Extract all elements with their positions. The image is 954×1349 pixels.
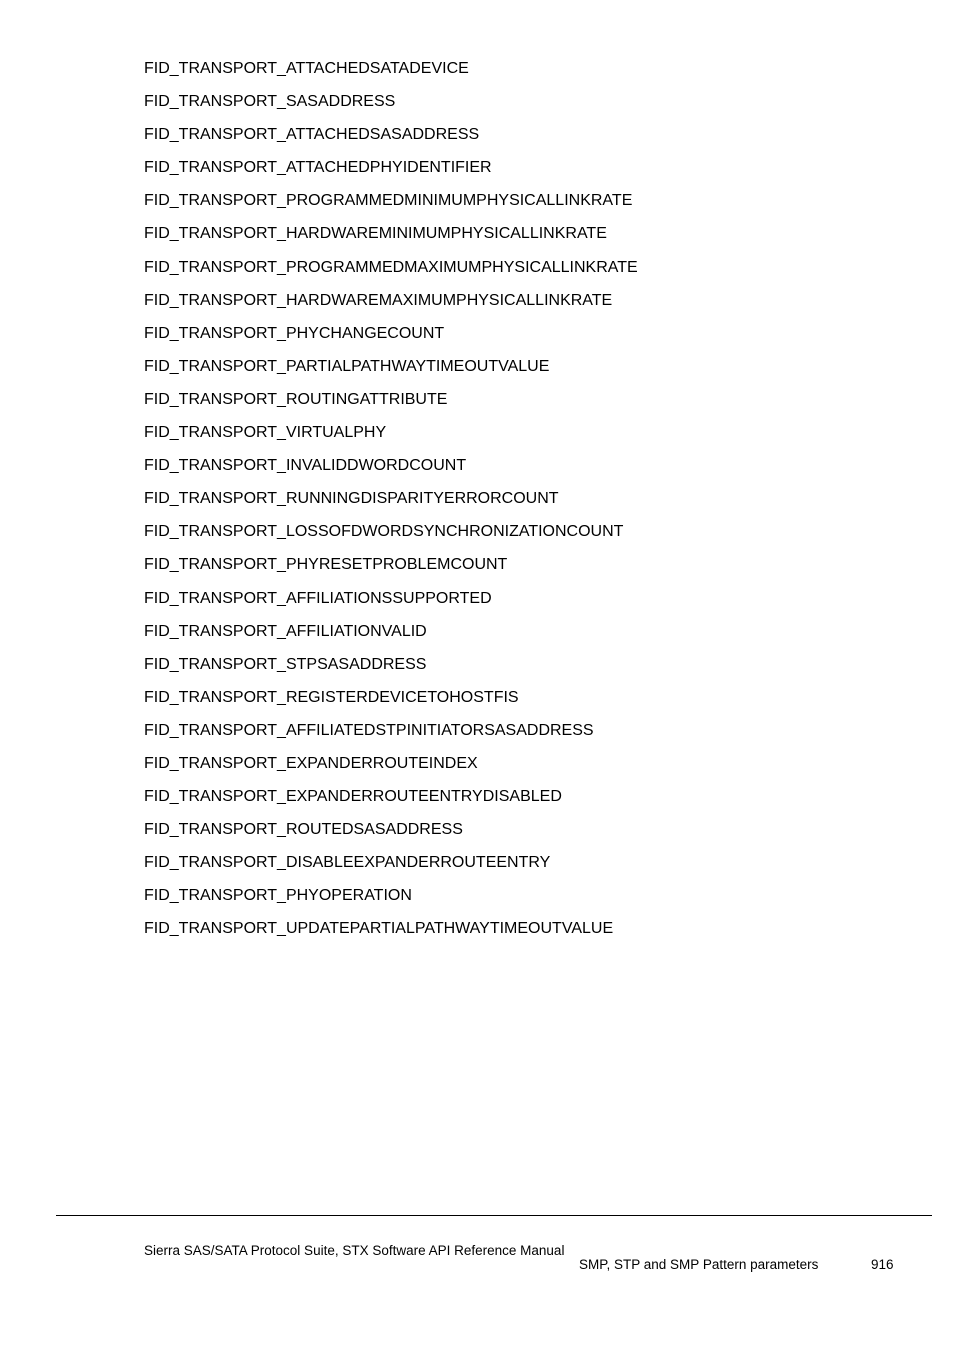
field-id-item: FID_TRANSPORT_ATTACHEDSATADEVICE: [144, 60, 469, 77]
field-id-item: FID_TRANSPORT_LOSSOFDWORDSYNCHRONIZATIONCOUNT: [144, 523, 624, 541]
field-id-item: FID_TRANSPORT_ROUTEDSASADDRESS: [144, 821, 463, 839]
field-id-item: FID_TRANSPORT_VIRTUALPHY: [144, 424, 387, 442]
field-id-item: FID_TRANSPORT_AFFILIATEDSTPINITIATORSASADDRESS: [144, 721, 594, 739]
field-id-item: FID_TRANSPORT_HARDWAREMINIMUMPHYSICALLINKRATE: [144, 225, 607, 243]
field-id-item: FID_TRANSPORT_PHYOPERATION: [144, 887, 412, 905]
footer-divider: [56, 1215, 932, 1216]
field-id-item: FID_TRANSPORT_ROUTINGATTRIBUTE: [144, 390, 448, 408]
field-id-item: FID_TRANSPORT_AFFILIATIONVALID: [144, 622, 427, 640]
field-id-item: FID_TRANSPORT_ATTACHEDSASADDRESS: [144, 126, 480, 144]
footer-document-title: Sierra SAS/SATA Protocol Suite, STX Software API Reference Manual: [144, 1243, 565, 1258]
field-id-item: FID_TRANSPORT_ATTACHEDPHYIDENTIFIER: [144, 159, 492, 177]
field-id-item: FID_TRANSPORT_EXPANDERROUTEINDEX: [144, 754, 478, 772]
footer-section-title: SMP, STP and SMP Pattern parameters: [579, 1257, 819, 1272]
field-id-item: FID_TRANSPORT_PROGRAMMEDMAXIMUMPHYSICALLINKRATE: [144, 258, 638, 276]
field-id-item: FID_TRANSPORT_RUNNINGDISPARITYERRORCOUNT: [144, 490, 559, 508]
field-id-item: FID_TRANSPORT_HARDWAREMAXIMUMPHYSICALLINKRATE: [144, 291, 613, 309]
field-id-list: [144, 57, 904, 951]
field-id-item: FID_TRANSPORT_PARTIALPATHWAYTIMEOUTVALUE: [144, 357, 550, 375]
footer-page-number: 916: [871, 1257, 894, 1272]
field-id-item: FID_TRANSPORT_SASADDRESS: [144, 93, 396, 111]
field-id-item: FID_TRANSPORT_PROGRAMMEDMINIMUMPHYSICALLINKRATE: [144, 192, 633, 210]
field-id-item: FID_TRANSPORT_PHYCHANGECOUNT: [144, 324, 445, 342]
field-id-item: FID_TRANSPORT_EXPANDERROUTEENTRYDISABLED: [144, 788, 562, 806]
field-id-item: FID_TRANSPORT_DISABLEEXPANDERROUTEENTRY: [144, 854, 551, 872]
field-id-item: FID_TRANSPORT_STPSASADDRESS: [144, 655, 427, 673]
field-id-item: FID_TRANSPORT_UPDATEPARTIALPATHWAYTIMEOUTVALUE: [144, 920, 614, 938]
field-id-item: FID_TRANSPORT_REGISTERDEVICETOHOSTFIS: [144, 688, 519, 706]
field-id-item: FID_TRANSPORT_INVALIDDWORDCOUNT: [144, 457, 467, 475]
field-id-item: FID_TRANSPORT_AFFILIATIONSSUPPORTED: [144, 589, 492, 607]
field-id-item: FID_TRANSPORT_PHYRESETPROBLEMCOUNT: [144, 556, 508, 574]
